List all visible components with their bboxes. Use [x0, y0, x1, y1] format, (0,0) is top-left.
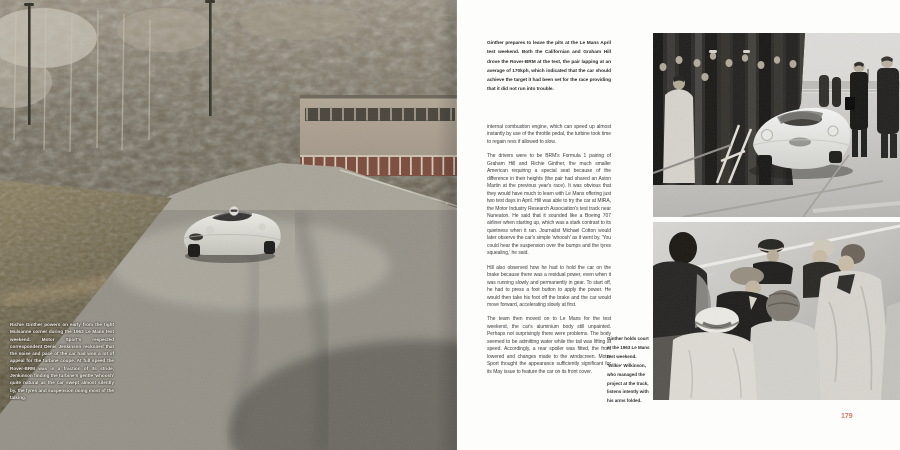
body-text-column [487, 124, 611, 383]
page-number: 179 [841, 413, 853, 420]
right-page [457, 0, 900, 450]
group-discussion-photo [653, 222, 900, 400]
left-photo-caption: Richie Ginther powers on early from the tight Mulsanne corner during the 1963 Le Mans test weekend. Motor Sport's respected correspondent Denis Jenkinson reckoned that the noise and pace of the car had won a lot of appeal for the turbine coupe. At full speed the Rover-BRM was in a fraction of its stride, Jenkinson finding the turbine's gentle 'whoosh' quite natural as the car swept almost silently by, the tyres and suspension doing most of the talking. [10, 322, 114, 400]
bottom-photo-caption: Ginther holds court at the 1963 Le Mans test weekend. 'Wilkie' Wilkinson, who managed the project at the track, listens intently with his arms folded. [607, 336, 650, 404]
body-paragraph: The team then moved on to Le Mans for the test weekend, the car's aluminium body still unpainted. Perhaps not surprisingly there were problems. The body seemed to be admitting water while the tail was lifting at speed. Accordingly, a rear spoiler was fitted, the front lowered and changes made to the windscreen. Motor Sport thought the appearance sufficiently significant for its May issue to feature the car on its front cover. [487, 316, 611, 375]
body-paragraph: The drivers were to be BRM's Formula 1 pairing of Graham Hill and Richie Ginther, the much smaller American requiring a special seat because of the difference in their heights (the pair had shared an Aston Martin at the previous year's race). It was obvious that they would have much to learn with Le Mans offering just two test days in April. Hill was able to try the car at MIRA, the Motor Industry Research Association's test track near Nuneaton. He said that it sounded like a Boeing 707 airliner when starting up, which was a stark contrast to its quietness when it ran. Journalist Michael Cotton would later observe the car's simple 'whoosh' as it went by. 'You could hear the suspension over the bumps and the tyres squealing,' he said. [487, 153, 611, 257]
body-paragraph: internal combustion engine, which can speed up almost instantly by use of the throttle pedal, the turbine took time to regain revs if allowed to slow. [487, 124, 611, 145]
body-paragraph: Hill also observed how he had to hold the car on the brake because there was a residual power, even when it was running slowly and permanently in gear. To start off, he had to press a foot button to apply the power. He would then take his foot off the brake and the car would move forward, accelerating slowly at first. [487, 264, 611, 308]
top-photo-caption: Ginther prepares to leave the pits at the Le Mans April test weekend. Both the Californian and Graham Hill drove the Rover-BRM at the test, the pair lapping at an average of 170kph, which indicated that the car should achieve the target it had been set for the race providing that it did not run into trouble. [487, 41, 611, 93]
pit-lane-photo [653, 33, 900, 217]
